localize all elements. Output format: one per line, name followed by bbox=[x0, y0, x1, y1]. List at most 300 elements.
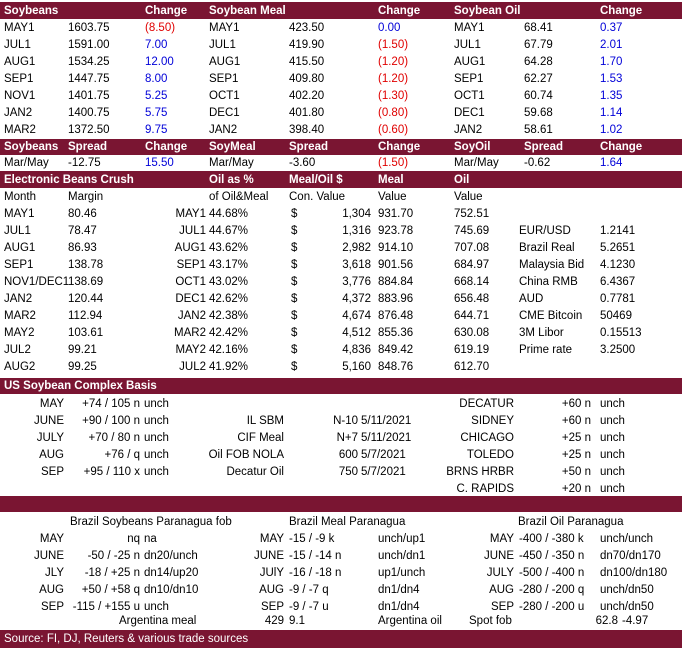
header-change: Change bbox=[600, 141, 643, 153]
crush-month: MAY2 bbox=[4, 327, 35, 339]
meal-price: 398.40 bbox=[289, 124, 325, 136]
beans-basis: nq bbox=[127, 533, 140, 545]
basis-value: +70 / 80 n bbox=[88, 432, 140, 444]
meal-change: dn1/dn4 bbox=[378, 584, 420, 596]
oil-share: 43.17% bbox=[209, 259, 249, 271]
crush-month: JUL2 bbox=[4, 344, 31, 356]
soybean-change: (8.50) bbox=[145, 22, 176, 34]
oil-change: dn100/dn180 bbox=[600, 567, 668, 579]
meal-change: (1.20) bbox=[378, 73, 409, 85]
crush-margin: 99.25 bbox=[68, 361, 97, 373]
beans-basis: -50 / -25 n bbox=[87, 550, 140, 562]
crush-month-2: JAN2 bbox=[177, 310, 206, 322]
contract-month: MAY1 bbox=[454, 22, 485, 34]
argentina-oil-change: -4.97 bbox=[622, 615, 649, 627]
meal-basis: -9 / -7 q bbox=[289, 584, 329, 596]
meal-value: 884.84 bbox=[378, 276, 414, 288]
crush-month: JUL1 bbox=[4, 225, 31, 237]
con-value: 4,836 bbox=[342, 344, 371, 356]
indicator-value: 4.1230 bbox=[600, 259, 636, 271]
meal-change: up1/unch bbox=[378, 567, 426, 579]
oil-value: 656.48 bbox=[454, 293, 490, 305]
header-spread: Spread bbox=[524, 141, 563, 153]
header-oil: Oil bbox=[454, 174, 470, 186]
contract-month: JUL1 bbox=[454, 39, 481, 51]
contract-month: JUL1 bbox=[4, 39, 31, 51]
basis-change: unch bbox=[144, 432, 169, 444]
meal-month: JUlY bbox=[259, 567, 284, 579]
contract-month: AUG1 bbox=[209, 56, 241, 68]
header-change: Change bbox=[145, 5, 188, 17]
crush-margin: 103.61 bbox=[68, 327, 104, 339]
beans-month: AUG bbox=[39, 584, 64, 596]
product-value: N+7 bbox=[336, 432, 358, 444]
oil-price: 62.27 bbox=[524, 73, 553, 85]
futures-header-band bbox=[0, 2, 682, 19]
indicator-label: Malaysia Bid bbox=[519, 259, 585, 271]
contract-month: DEC1 bbox=[454, 107, 485, 119]
oil-month: JUNE bbox=[483, 550, 514, 562]
oil-share: 42.16% bbox=[209, 344, 249, 356]
crush-month-2: DEC1 bbox=[175, 293, 206, 305]
oil-share: 43.62% bbox=[209, 242, 249, 254]
header-change: Change bbox=[145, 141, 188, 153]
oil-change: 0.37 bbox=[600, 22, 623, 34]
crush-margin: 78.47 bbox=[68, 225, 97, 237]
crush-month: MAY1 bbox=[4, 208, 35, 220]
con-value: 4,674 bbox=[342, 310, 371, 322]
crush-month-2: MAY2 bbox=[175, 344, 206, 356]
dollar-sign: $ bbox=[291, 344, 298, 356]
meal-price: 402.20 bbox=[289, 90, 325, 102]
meal-price: 423.50 bbox=[289, 22, 325, 34]
sub-of: of Oil&Meal bbox=[209, 191, 269, 203]
basis-month: SEP bbox=[40, 466, 64, 478]
meal-change: (1.50) bbox=[378, 39, 409, 51]
soybean-price: 1591.00 bbox=[68, 39, 110, 51]
meal-month: MAY bbox=[259, 533, 284, 545]
product-name: Oil FOB NOLA bbox=[208, 449, 284, 461]
location-basis: +20 n bbox=[561, 483, 591, 495]
meal-change: (1.30) bbox=[378, 90, 409, 102]
oil-change: unch/dn50 bbox=[600, 601, 654, 613]
spread-month: Mar/May bbox=[209, 157, 254, 169]
product-value: 750 bbox=[338, 466, 358, 478]
spread-change: 15.50 bbox=[145, 157, 174, 169]
oil-share: 42.62% bbox=[209, 293, 249, 305]
soybean-price: 1372.50 bbox=[68, 124, 110, 136]
header-soyoil: SoyOil bbox=[454, 141, 491, 153]
location-change: unch bbox=[600, 432, 625, 444]
indicator-value: 0.15513 bbox=[600, 327, 642, 339]
con-value: 3,776 bbox=[342, 276, 371, 288]
brazil-oil-title: Brazil Oil Paranagua bbox=[518, 516, 624, 528]
oil-change: 1.35 bbox=[600, 90, 623, 102]
meal-price: 401.80 bbox=[289, 107, 325, 119]
meal-basis: -15 / -14 n bbox=[289, 550, 342, 562]
con-value: 1,316 bbox=[342, 225, 371, 237]
crush-margin: 138.69 bbox=[68, 276, 104, 288]
indicator-label: 3M Libor bbox=[519, 327, 564, 339]
location-basis: +25 n bbox=[561, 432, 591, 444]
oil-month: JULY bbox=[486, 567, 514, 579]
location-change: unch bbox=[600, 398, 625, 410]
spread-value: -0.62 bbox=[524, 157, 551, 169]
location-change: unch bbox=[600, 415, 625, 427]
header-soybean-oil: Soybean Oil bbox=[454, 5, 521, 17]
contract-month: SEP1 bbox=[4, 73, 34, 85]
basis-month: MAY bbox=[39, 398, 64, 410]
crush-margin: 112.94 bbox=[68, 310, 103, 322]
soybean-change: 8.00 bbox=[145, 73, 168, 85]
meal-change: 0.00 bbox=[378, 22, 401, 34]
sub-value: Value bbox=[454, 191, 483, 203]
product-name: CIF Meal bbox=[237, 432, 284, 444]
meal-value: 923.78 bbox=[378, 225, 414, 237]
soybean-change: 9.75 bbox=[145, 124, 168, 136]
header-change: Change bbox=[378, 5, 421, 17]
oil-value: 612.70 bbox=[454, 361, 490, 373]
oil-price: 68.41 bbox=[524, 22, 553, 34]
meal-value: 931.70 bbox=[378, 208, 414, 220]
oil-change: 1.53 bbox=[600, 73, 623, 85]
meal-price: 409.80 bbox=[289, 73, 325, 85]
oil-month: AUG bbox=[489, 584, 514, 596]
basis-month: JUNE bbox=[33, 415, 64, 427]
indicator-value: 50469 bbox=[600, 310, 632, 322]
header-soymeal: SoyMeal bbox=[209, 141, 256, 153]
sub-con: Con. Value bbox=[289, 191, 346, 203]
soybean-price: 1400.75 bbox=[68, 107, 110, 119]
meal-change: (1.20) bbox=[378, 56, 409, 68]
meal-value: 849.42 bbox=[378, 344, 414, 356]
crush-month: AUG1 bbox=[4, 242, 36, 254]
crush-margin: 80.46 bbox=[68, 208, 97, 220]
meal-price: 419.90 bbox=[289, 39, 325, 51]
argentina-meal-label: Argentina meal bbox=[119, 615, 197, 627]
sub-value: Value bbox=[378, 191, 407, 203]
meal-change: unch/dn1 bbox=[378, 550, 426, 562]
meal-basis: -16 / -18 n bbox=[289, 567, 342, 579]
soybean-change: 7.00 bbox=[145, 39, 168, 51]
oil-month: SEP bbox=[490, 601, 514, 613]
contract-month: JAN2 bbox=[209, 124, 238, 136]
location-basis: +50 n bbox=[561, 466, 591, 478]
soybean-change: 5.25 bbox=[145, 90, 168, 102]
oil-value: 745.69 bbox=[454, 225, 490, 237]
oil-basis: -400 / -380 k bbox=[519, 533, 584, 545]
basis-value: +74 / 105 n bbox=[82, 398, 140, 410]
location: DECATUR bbox=[459, 398, 514, 410]
dollar-sign: $ bbox=[291, 310, 298, 322]
dollar-sign: $ bbox=[291, 276, 298, 288]
beans-month: MAY bbox=[39, 533, 64, 545]
indicator-label: Brazil Real bbox=[519, 242, 575, 254]
beans-change: na bbox=[144, 533, 157, 545]
meal-value: 876.48 bbox=[378, 310, 414, 322]
crush-month-2: AUG1 bbox=[174, 242, 206, 254]
crush-month-2: SEP1 bbox=[176, 259, 206, 271]
meal-month: JUNE bbox=[253, 550, 284, 562]
crush-margin: 120.44 bbox=[68, 293, 104, 305]
dollar-sign: $ bbox=[291, 293, 298, 305]
oil-share: 43.02% bbox=[209, 276, 249, 288]
location: SIDNEY bbox=[471, 415, 514, 427]
contract-month: MAY1 bbox=[209, 22, 240, 34]
meal-value: 848.76 bbox=[378, 361, 414, 373]
contract-month: MAR2 bbox=[4, 124, 36, 136]
crush-margin: 138.78 bbox=[68, 259, 104, 271]
contract-month: MAY1 bbox=[4, 22, 35, 34]
header-meal: Meal bbox=[378, 174, 404, 186]
oil-value: 630.08 bbox=[454, 327, 490, 339]
header-change: Change bbox=[378, 141, 421, 153]
indicator-label: Prime rate bbox=[519, 344, 573, 356]
crush-header-band bbox=[0, 171, 682, 188]
meal-change: dn1/dn4 bbox=[378, 601, 420, 613]
basis-value: +95 / 110 x bbox=[83, 466, 140, 478]
indicator-value: 6.4367 bbox=[600, 276, 636, 288]
product-date: 5/7/2021 bbox=[361, 449, 406, 461]
oil-basis: -500 / -400 n bbox=[519, 567, 585, 579]
meal-month: SEP bbox=[260, 601, 284, 613]
contract-month: DEC1 bbox=[209, 107, 240, 119]
basis-change: unch bbox=[144, 415, 169, 427]
basis-header-band bbox=[0, 378, 682, 394]
beans-month: SEP bbox=[40, 601, 64, 613]
soybean-price: 1447.75 bbox=[68, 73, 110, 85]
location: C. RAPIDS bbox=[456, 483, 514, 495]
beans-change: dn10/dn10 bbox=[144, 584, 199, 596]
product-date: 5/11/2021 bbox=[361, 415, 412, 427]
product-date: 5/11/2021 bbox=[361, 432, 412, 444]
meal-change: (0.60) bbox=[378, 124, 409, 136]
crush-month: MAR2 bbox=[4, 310, 36, 322]
oil-change: dn70/dn170 bbox=[600, 550, 661, 562]
oil-change: unch/unch bbox=[600, 533, 654, 545]
location-change: unch bbox=[600, 466, 625, 478]
oil-value: 684.97 bbox=[454, 259, 490, 271]
header-soybean-meal: Soybean Meal bbox=[209, 5, 286, 17]
product-value: 600 bbox=[338, 449, 358, 461]
beans-month: JUNE bbox=[33, 550, 64, 562]
contract-month: NOV1 bbox=[4, 90, 36, 102]
basis-title: US Soybean Complex Basis bbox=[4, 380, 157, 392]
header-change: Change bbox=[600, 5, 643, 17]
product-value: N-10 bbox=[333, 415, 358, 427]
meal-basis: -9 / -7 u bbox=[289, 601, 329, 613]
crush-month-2: MAY1 bbox=[175, 208, 206, 220]
crush-margin: 86.93 bbox=[68, 242, 97, 254]
contract-month: JAN2 bbox=[4, 107, 33, 119]
brazil-beans-title: Brazil Soybeans Paranagua fob bbox=[70, 516, 232, 528]
crush-month-2: OCT1 bbox=[175, 276, 206, 288]
sub-month: Month bbox=[4, 191, 36, 203]
basis-change: unch bbox=[144, 449, 169, 461]
contract-month: JUL1 bbox=[209, 39, 236, 51]
indicator-label: CME Bitcoin bbox=[519, 310, 583, 322]
dollar-sign: $ bbox=[291, 225, 298, 237]
con-value: 1,304 bbox=[342, 208, 371, 220]
crush-month: JAN2 bbox=[4, 293, 33, 305]
indicator-value: 5.2651 bbox=[600, 242, 636, 254]
contract-month: JAN2 bbox=[454, 124, 483, 136]
product-date: 5/7/2021 bbox=[361, 466, 406, 478]
crush-title: Electronic Beans Crush bbox=[4, 174, 134, 186]
dollar-sign: $ bbox=[291, 361, 298, 373]
contract-month: SEP1 bbox=[454, 73, 484, 85]
location-change: unch bbox=[600, 449, 625, 461]
beans-basis: -18 / +25 n bbox=[84, 567, 140, 579]
indicator-label: China RMB bbox=[519, 276, 578, 288]
beans-basis: +50 / +58 q bbox=[81, 584, 140, 596]
crush-month-2: JUL1 bbox=[179, 225, 206, 237]
oil-share: 41.92% bbox=[209, 361, 249, 373]
header-spread: Spread bbox=[68, 141, 107, 153]
contract-month: AUG1 bbox=[4, 56, 36, 68]
oil-price: 67.79 bbox=[524, 39, 553, 51]
spread-month: Mar/May bbox=[4, 157, 49, 169]
oil-change: unch/dn50 bbox=[600, 584, 654, 596]
sub-margin: Margin bbox=[68, 191, 104, 203]
oil-share: 44.68% bbox=[209, 208, 249, 220]
meal-value: 901.56 bbox=[378, 259, 414, 271]
spread-value: -3.60 bbox=[289, 157, 316, 169]
soybean-price: 1603.75 bbox=[68, 22, 110, 34]
beans-month: JLY bbox=[45, 567, 64, 579]
header-oil-pct: Oil as % bbox=[209, 174, 254, 186]
basis-change: unch bbox=[144, 398, 169, 410]
oil-price: 58.61 bbox=[524, 124, 553, 136]
brazil-header-band bbox=[0, 496, 682, 512]
dollar-sign: $ bbox=[291, 259, 298, 271]
oil-value: 707.08 bbox=[454, 242, 490, 254]
indicator-label: EUR/USD bbox=[519, 225, 571, 237]
soybean-change: 5.75 bbox=[145, 107, 168, 119]
argentina-oil-label: Argentina oil bbox=[378, 615, 442, 627]
meal-value: 855.36 bbox=[378, 327, 414, 339]
dollar-sign: $ bbox=[291, 208, 298, 220]
spread-change: 1.64 bbox=[600, 157, 623, 169]
meal-change: (0.80) bbox=[378, 107, 409, 119]
beans-change: dn20/unch bbox=[144, 550, 198, 562]
contract-month: OCT1 bbox=[209, 90, 240, 102]
contract-month: AUG1 bbox=[454, 56, 486, 68]
meal-change: unch/up1 bbox=[378, 533, 426, 545]
location: TOLEDO bbox=[466, 449, 514, 461]
contract-month: OCT1 bbox=[454, 90, 485, 102]
meal-month: AUG bbox=[259, 584, 284, 596]
indicator-value: 1.2141 bbox=[600, 225, 636, 237]
source-band bbox=[0, 630, 682, 648]
basis-change: unch bbox=[144, 466, 169, 478]
oil-value: 644.71 bbox=[454, 310, 490, 322]
soybean-price: 1534.25 bbox=[68, 56, 110, 68]
dollar-sign: $ bbox=[291, 327, 298, 339]
oil-change: 1.02 bbox=[600, 124, 623, 136]
basis-month: AUG bbox=[39, 449, 64, 461]
con-value: 5,160 bbox=[342, 361, 371, 373]
meal-basis: -15 / -9 k bbox=[289, 533, 335, 545]
header-soybeans: Soybeans bbox=[4, 5, 59, 17]
oil-basis: -450 / -350 n bbox=[519, 550, 585, 562]
crush-month: SEP1 bbox=[4, 259, 34, 271]
argentina-meal-value: 429 bbox=[264, 615, 284, 627]
oil-change: 1.14 bbox=[600, 107, 623, 119]
meal-price: 415.50 bbox=[289, 56, 325, 68]
oil-share: 42.38% bbox=[209, 310, 249, 322]
con-value: 4,512 bbox=[342, 327, 371, 339]
argentina-meal-change: 9.1 bbox=[289, 615, 305, 627]
location-basis: +25 n bbox=[561, 449, 591, 461]
product-name: IL SBM bbox=[246, 415, 284, 427]
oil-share: 44.67% bbox=[209, 225, 249, 237]
spread-value: -12.75 bbox=[68, 157, 101, 169]
soybean-change: 12.00 bbox=[145, 56, 174, 68]
con-value: 2,982 bbox=[342, 242, 371, 254]
contract-month: SEP1 bbox=[209, 73, 239, 85]
oil-value: 668.14 bbox=[454, 276, 490, 288]
con-value: 3,618 bbox=[342, 259, 371, 271]
oil-value: 619.19 bbox=[454, 344, 490, 356]
oil-change: 2.01 bbox=[600, 39, 623, 51]
basis-month: JULY bbox=[36, 432, 64, 444]
dollar-sign: $ bbox=[291, 242, 298, 254]
beans-change: unch bbox=[144, 601, 169, 613]
beans-change: dn14/up20 bbox=[144, 567, 199, 579]
indicator-label: AUD bbox=[519, 293, 544, 305]
meal-value: 914.10 bbox=[378, 242, 414, 254]
oil-basis: -280 / -200 q bbox=[519, 584, 585, 596]
oil-price: 60.74 bbox=[524, 90, 553, 102]
oil-share: 42.42% bbox=[209, 327, 249, 339]
basis-value: +90 / 100 n bbox=[82, 415, 140, 427]
location: BRNS HRBR bbox=[446, 466, 514, 478]
source-text: Source: FI, DJ, Reuters & various trade sources bbox=[4, 633, 249, 645]
oil-price: 59.68 bbox=[524, 107, 553, 119]
location-basis: +60 n bbox=[561, 415, 591, 427]
basis-value: +76 / q bbox=[104, 449, 140, 461]
con-value: 4,372 bbox=[342, 293, 371, 305]
location: CHICAGO bbox=[460, 432, 514, 444]
indicator-value: 0.7781 bbox=[600, 293, 636, 305]
spread-change: (1.50) bbox=[378, 157, 409, 169]
meal-value: 883.96 bbox=[378, 293, 414, 305]
product-name: Decatur Oil bbox=[226, 466, 284, 478]
oil-change: 1.70 bbox=[600, 56, 623, 68]
spread-month: Mar/May bbox=[454, 157, 499, 169]
argentina-oil-value: 62.8 bbox=[595, 615, 618, 627]
oil-basis: -280 / -200 u bbox=[519, 601, 585, 613]
location-basis: +60 n bbox=[561, 398, 591, 410]
crush-month: AUG2 bbox=[4, 361, 36, 373]
spread-header-band bbox=[0, 139, 682, 155]
header-meal-oil: Meal/Oil $ bbox=[289, 174, 343, 186]
header-spread: Spread bbox=[289, 141, 328, 153]
soybean-price: 1401.75 bbox=[68, 90, 110, 102]
beans-basis: -115 / +155 u bbox=[72, 601, 140, 613]
crush-month-2: JUL2 bbox=[179, 361, 206, 373]
brazil-meal-title: Brazil Meal Paranagua bbox=[289, 516, 406, 528]
crush-month: NOV1/DEC1 bbox=[4, 276, 70, 288]
oil-month: MAY bbox=[489, 533, 514, 545]
location-change: unch bbox=[600, 483, 625, 495]
oil-value: 752.51 bbox=[454, 208, 490, 220]
oil-price: 64.28 bbox=[524, 56, 553, 68]
header-soybeans: Soybeans bbox=[4, 141, 59, 153]
argentina-spot-label: Spot fob bbox=[469, 615, 512, 627]
indicator-value: 3.2500 bbox=[600, 344, 636, 356]
